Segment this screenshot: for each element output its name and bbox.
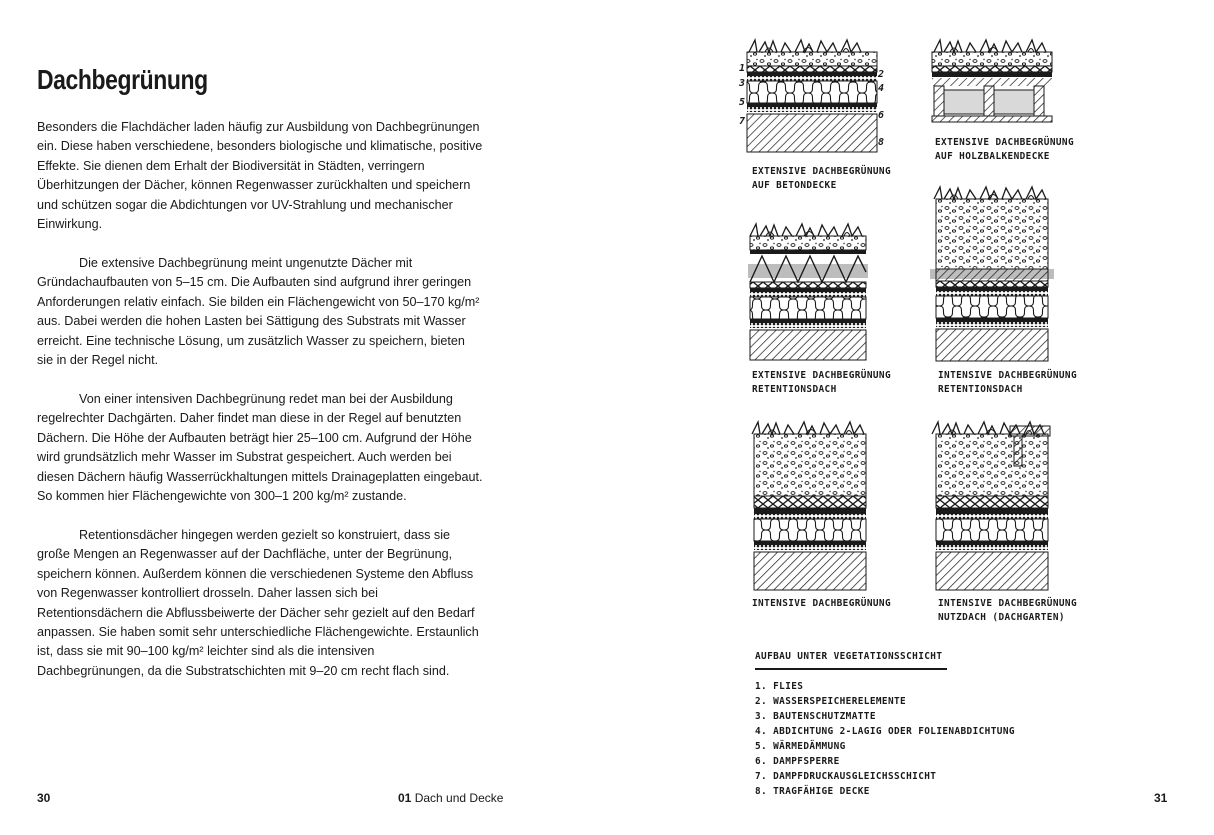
- body-paragraph: [37, 526, 483, 681]
- legend-title: AUFBAU UNTER VEGETATIONSSCHICHT: [755, 651, 943, 662]
- legend-item: 6. DAMPFSPERRE: [755, 756, 840, 767]
- paragraph-text: Besonders die Flachdächer laden häufig zur Ausbildung von Dachbegrünungen ein. Diese haben verschiedene, besonders biologische und klimatische, positive Effekte. Sie dienen dem Erhalt der Biodiversität in Städten, verringern Überhitzungen der Dächer, können Regenwasser zurückhalten und speichern und schützen sogar die Abdichtungen vor UV-Strahlung und mechanischer Einwirkung.: [37, 120, 483, 232]
- figure-caption: EXTENSIVE DACHBEGRÜNUNG RETENTIONSDACH: [752, 370, 892, 395]
- layer-number: 6: [878, 110, 885, 121]
- body-paragraph: [37, 254, 483, 370]
- figure-caption: INTENSIVE DACHBEGRÜNUNG RETENTIONSDACH: [938, 370, 1078, 395]
- paragraph-text: Die extensive Dachbegrünung meint ungenutzte Dächer mit Gründachaufbauten von 5–15 cm. Die Aufbauten sind aufgrund ihrer geringen Anforderungen relativ einfach. Sie bilden ein Flächengewicht von 50–170 kg/m² aus. Dabei werden die hohen Lasten bei Sättigung des Substrats mit Wasser erreicht. Eine technische Lösung, um zusätzlich Wasser zu speichern, bieten sie in der Regel nicht.: [37, 256, 480, 368]
- roof-section-sketch: [930, 185, 1055, 363]
- legend-item: 5. WÄRMEDÄMMUNG: [755, 741, 846, 752]
- legend-underline: [755, 668, 947, 670]
- body-paragraph: [37, 118, 483, 234]
- chapter-title: Dach und Decke: [414, 791, 504, 805]
- figure-caption: INTENSIVE DACHBEGRÜNUNG: [752, 598, 892, 609]
- layer-number: 3: [739, 78, 746, 89]
- layer-number: 7: [739, 116, 746, 127]
- layer-number: 2: [878, 69, 885, 80]
- page-number-right: 31: [1154, 791, 1168, 805]
- layer-legend: [755, 680, 1015, 800]
- paragraph-text: Retentionsdächer hingegen werden gezielt so konstruiert, dass sie große Mengen an Regenwasser auf der Dachfläche, unter der Begrünung, speichern können. Außerdem können die verschiedenen Systeme den Abfluss von Regenwasser kontrolliert drosseln. Daher lassen sich bei Retentionsdächern die Abflussbeiwerte der Dächer sehr gezielt auf den Bedarf anpassen. Sie haben somit sehr unterschiedliche Flächengewichte. Erstaunlich ist, dass sie mit 90–100 kg/m² leichter sind als die intensiven Dachbegrünungen, da die Substratschichten mit 9–20 cm recht flach sind.: [37, 528, 479, 678]
- layer-number: 8: [878, 137, 885, 148]
- figure-caption: INTENSIVE DACHBEGRÜNUNG NUTZDACH (DACHGARTEN): [938, 598, 1078, 623]
- layer-number: 1: [739, 63, 746, 74]
- page-number-left: 30: [37, 791, 51, 805]
- chapter-number: 01: [398, 791, 412, 805]
- roof-section-sketch: [748, 420, 873, 592]
- legend-item: 4. ABDICHTUNG 2-LAGIG ODER FOLIENABDICHTUNG: [755, 726, 1015, 737]
- roof-section-sketch: [930, 420, 1055, 592]
- running-footer: [398, 791, 503, 805]
- legend-item: 1. FLIES: [755, 681, 804, 692]
- figure-caption: EXTENSIVE DACHBEGRÜNUNG AUF BETONDECKE: [752, 166, 892, 191]
- roof-section-sketch: [748, 222, 873, 362]
- layer-number: 4: [878, 83, 885, 94]
- legend-item: 3. BAUTENSCHUTZMATTE: [755, 711, 876, 722]
- legend-item: 7. DAMPFDRUCKAUSGLEICHSSCHICHT: [755, 771, 937, 782]
- roof-section-sketch: [745, 38, 885, 158]
- body-paragraph: [37, 390, 483, 506]
- figure-caption: EXTENSIVE DACHBEGRÜNUNG AUF HOLZBALKENDECKE: [935, 137, 1075, 162]
- legend-item: 8. TRAGFÄHIGE DECKE: [755, 786, 870, 797]
- legend-item: 2. WASSERSPEICHERELEMENTE: [755, 696, 907, 707]
- layer-number: 5: [739, 97, 746, 108]
- paragraph-text: Von einer intensiven Dachbegrünung redet man bei der Ausbildung regelrechter Dachgärten. Daher findet man diese in der Regel auf benutzten Dächern. Die Höhe der Aufbauten beträgt hier 25–100 cm. Aufgrund der Höhe wird grundsätzlich mehr Wasser im Substrat gespeichert. Auch werden bei diesen Dächern häufig Wasserrückhaltungen mittels Drainageplatten eingebaut. So kommen hier Flächengewichte von 300–1 200 kg/m² zustande.: [37, 392, 483, 504]
- roof-section-sketch: [930, 38, 1060, 128]
- page-title: Dachbegrünung: [37, 64, 208, 95]
